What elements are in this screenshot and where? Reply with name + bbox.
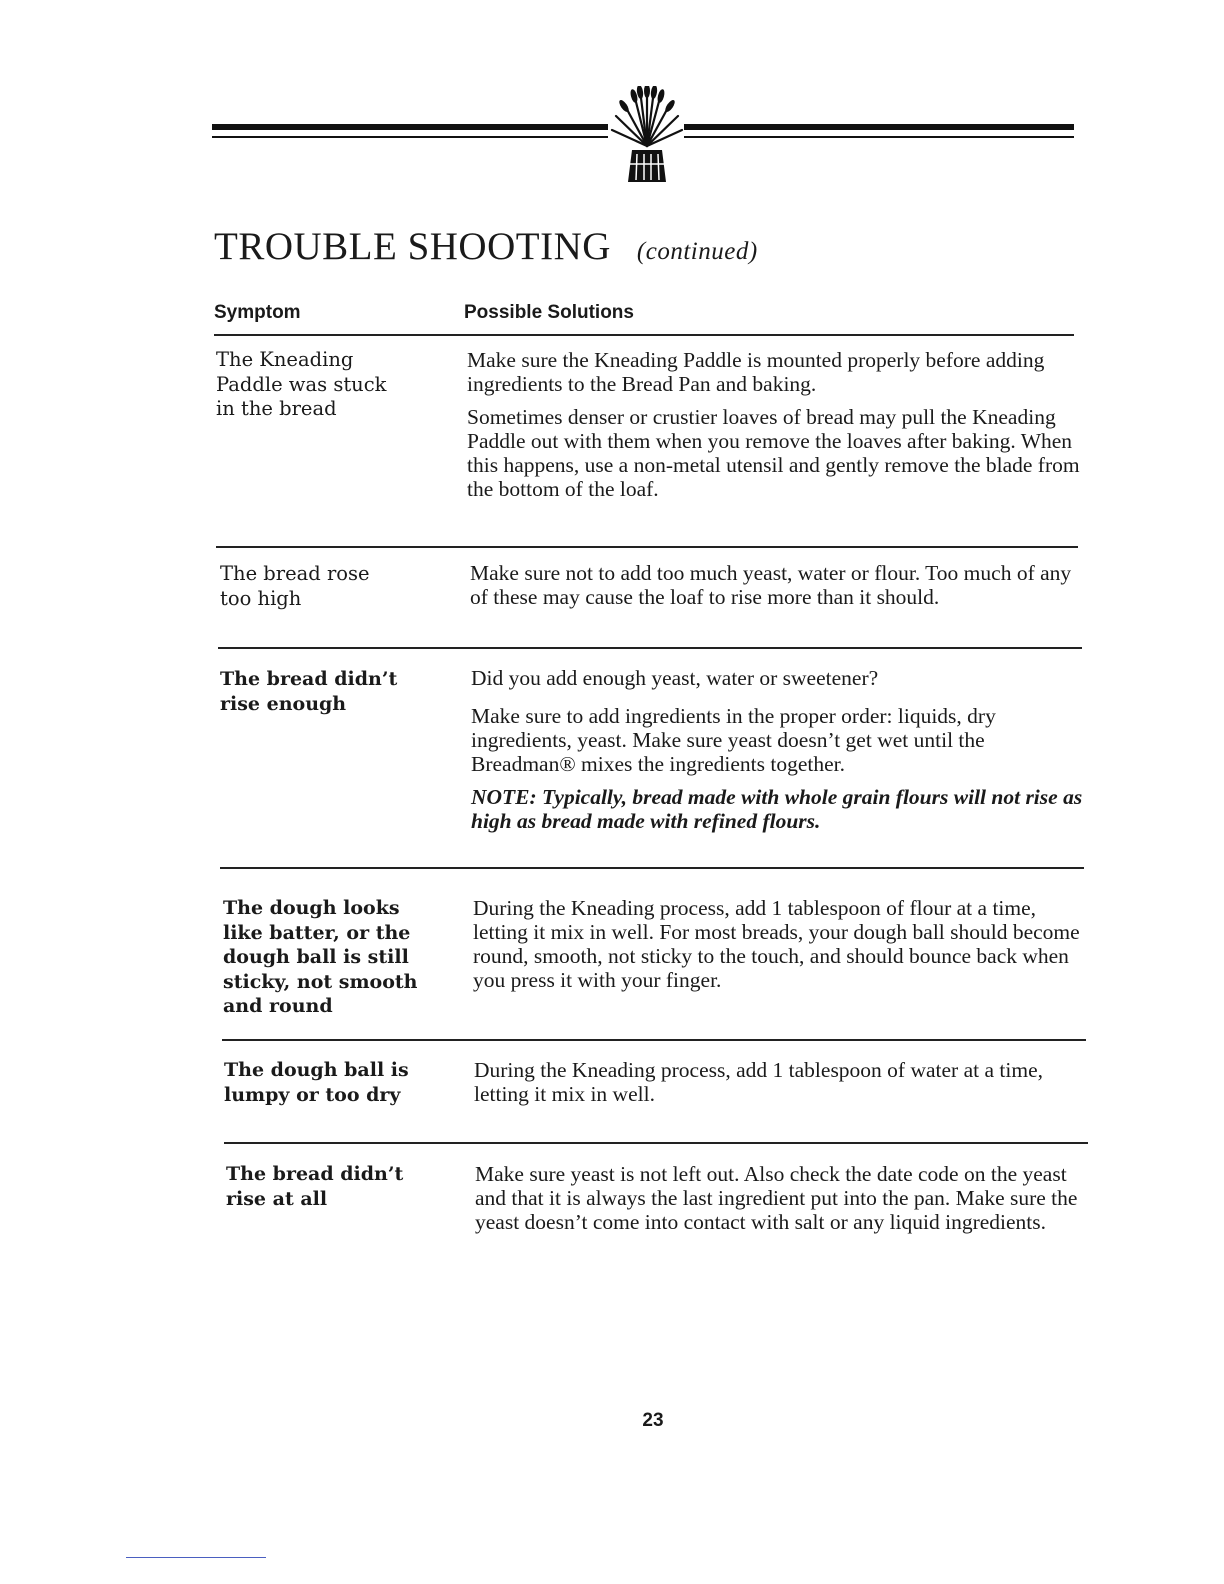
solution-note: NOTE: Typically, bread made with whole grain flours will not rise as high as bread made with refined flours. <box>471 785 1083 833</box>
row-divider <box>220 867 1084 869</box>
solution-cell <box>474 1058 1094 1115</box>
solution-cell <box>470 561 1090 618</box>
symptom-cell: The Kneading Paddle was stuck in the bread <box>216 348 387 420</box>
column-header-solutions: Possible Solutions <box>464 302 634 323</box>
solution-cell <box>475 1162 1095 1243</box>
column-header-symptom: Symptom <box>214 302 301 323</box>
solution-paragraph: Make sure the Kneading Paddle is mounted properly before adding ingredients to the Bread Pan and baking. <box>467 348 1045 396</box>
solution-cell <box>473 896 1093 1001</box>
scan-artifact-line <box>126 1557 266 1558</box>
solution-cell <box>467 348 1087 510</box>
title-text: TROUBLE SHOOTING <box>214 225 611 268</box>
header-divider <box>214 334 1074 336</box>
solution-paragraph: Make sure yeast is not left out. Also check the date code on the yeast and that it is always the last ingredient put into the pan. Make sure the yeast doesn’t come into contact with salt or any liquid ingredients. <box>475 1162 1078 1234</box>
symptom-cell: The bread rose too high <box>220 562 370 610</box>
header-rule-right <box>684 124 1074 138</box>
row-divider <box>218 647 1082 649</box>
solution-paragraph: During the Kneading process, add 1 tablespoon of water at a time, letting it mix in well. <box>474 1058 1043 1106</box>
solution-paragraph: Make sure to add ingredients in the proper order: liquids, dry ingredients, yeast. Make sure yeast doesn’t get wet until the Breadman® mixes the ingredients together. <box>471 704 996 776</box>
solution-paragraph: Sometimes denser or crustier loaves of bread may pull the Kneading Paddle out with them when you remove the loaves after baking. When this happens, use a non-metal utensil and gently remove the blade from the bottom of the loaf. <box>467 405 1080 501</box>
solution-paragraph: Make sure not to add too much yeast, water or flour. Too much of any of these may cause the loaf to rise more than it should. <box>470 561 1072 609</box>
page-title <box>214 224 758 269</box>
symptom-cell: The dough looks like batter, or the dough ball is still sticky, not smooth and round <box>223 897 418 1017</box>
row-divider <box>216 546 1078 548</box>
wheat-sheaf-icon <box>604 86 690 186</box>
row-divider <box>222 1039 1086 1041</box>
symptom-cell: The bread didn’t rise at all <box>226 1163 404 1210</box>
solution-paragraph: During the Kneading process, add 1 tablespoon of flour at a time, letting it mix in well. For most breads, your dough ball should become round, smooth, not sticky to the touch, and should bounce back when you press it with your finger. <box>473 896 1080 992</box>
header-rule-left <box>212 124 608 138</box>
row-divider <box>224 1142 1088 1144</box>
solution-cell <box>471 666 1091 842</box>
symptom-cell: The dough ball is lumpy or too dry <box>224 1059 409 1106</box>
solution-paragraph: Did you add enough yeast, water or sweetener? <box>471 666 879 690</box>
page-number: 23 <box>642 1410 664 1431</box>
symptom-cell: The bread didn’t rise enough <box>220 668 398 715</box>
title-subtitle: (continued) <box>636 238 758 265</box>
